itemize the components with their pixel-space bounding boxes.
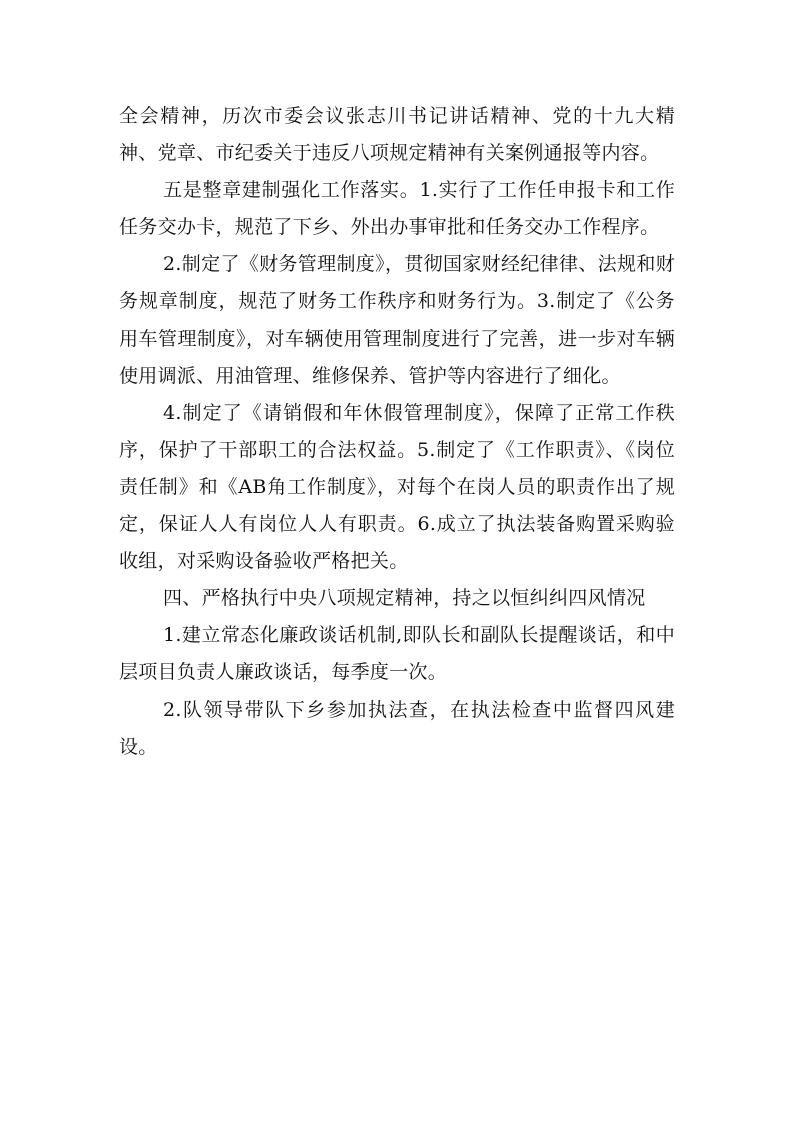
paragraph-rules-system: 五是整章建制强化工作落实。1.实行了工作任申报卡和工作任务交办卡，规范了下乡、外出办事审批和任务交办工作程序。 (119, 179, 675, 239)
paragraph-plenary-spirit: 全会精神，历次市委会议张志川书记讲话精神、党的十九大精神、党章、市纪委关于违反八项规定精神有关案例通报等内容。 (119, 105, 675, 165)
paragraph-integrity-talks: 1.建立常态化廉政谈话机制,即队长和副队长提醒谈话，和中层项目负责人廉政谈话，每季度一次。 (119, 624, 675, 684)
paragraph-finance-vehicle: 2.制定了《财务管理制度》，贯彻国家财经纪律律、法规和财务规章制度，规范了财务工作秩序和财务行为。3.制定了《公务用车管理制度》，对车辆使用管理制度进行了完善，进一步对车辆使用调派、用油管理、维修保养、管护等内容进行了细化。 (119, 253, 675, 387)
paragraph-leave-duties: 4.制定了《请销假和年休假管理制度》，保障了正常工作秩序，保护了干部职工的合法权益。5.制定了《工作职责》、《岗位责任制》和《AB角工作制度》，对每个在岗人员的职责作出了规定，保证人人有岗位人人有职责。6.成立了执法装备购置采购验收组，对采购设备验收严格把关。 (119, 401, 675, 573)
body-text (119, 98, 675, 766)
paragraph-field-inspection: 2.队领导带队下乡参加执法查，在执法检查中监督四风建设。 (119, 698, 675, 758)
paragraph-section-four-heading: 四、严格执行中央八项规定精神，持之以恒纠纠四风情况 (163, 587, 646, 610)
